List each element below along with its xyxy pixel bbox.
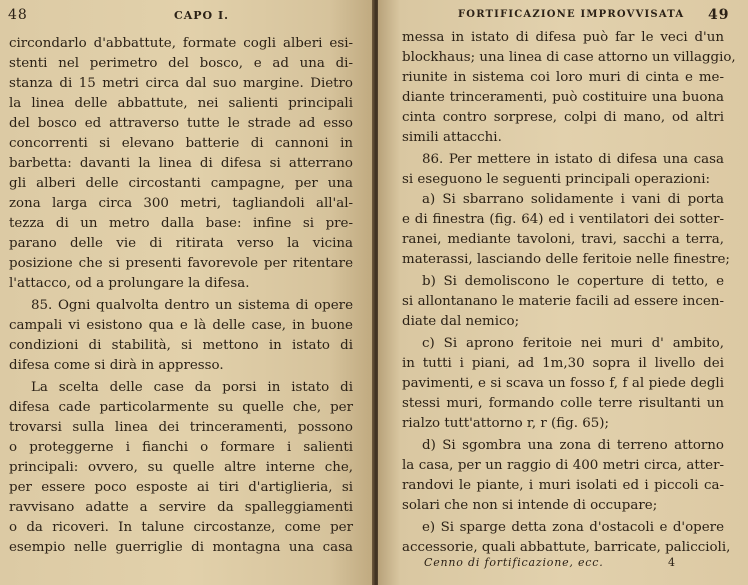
- text-line: zona larga circa 300 metri, tagliandoli all'al-: [9, 196, 353, 211]
- text-line: trovarsi sulla linea dei trinceramenti, possono: [9, 420, 353, 435]
- text-line: principali: ovvero, su quelle altre interne che,: [9, 460, 353, 475]
- page-number: 49: [708, 7, 730, 23]
- signature-mark: 4: [668, 556, 676, 569]
- text-line: cinta contro sorprese, colpi di mano, od altri: [402, 110, 724, 125]
- text-line: barbetta: davanti la linea di difesa si atterrano: [9, 156, 353, 171]
- page-footer: Cenno di fortificazione, ecc.: [424, 556, 604, 569]
- page-number: 48: [8, 7, 28, 23]
- text-line: messa in istato di difesa può far le veci d'un: [402, 30, 724, 45]
- list-item-c: c) Si aprono feritoie nei muri d' ambito,: [422, 336, 724, 351]
- right-page: [378, 0, 748, 585]
- text-line: ravvisano adatte a servire da spalleggiamenti: [9, 500, 353, 515]
- text-line: accessorie, quali abbattute, barricate, paliccioli,: [402, 540, 731, 555]
- text-line: diante trinceramenti, può costituire una buona: [402, 90, 724, 105]
- list-item-b: b) Si demoliscono le coperture di tetto, e: [422, 274, 724, 289]
- running-head: CAPO I.: [174, 9, 229, 22]
- paragraph-85-start: 85. Ogni qualvolta dentro un sistema di opere: [31, 298, 353, 313]
- text-line: la linea delle abbattute, nei salienti principali: [9, 96, 353, 111]
- text-line: in tutti i piani, ad 1m,30 sopra il livello dei: [402, 356, 724, 371]
- list-item-d: d) Si sgombra una zona di terreno attorno: [422, 438, 724, 453]
- text-line: ranei, mediante tavoloni, travi, sacchi a terra,: [402, 232, 724, 247]
- text-line: parano delle vie di ritirata verso la vicina: [9, 236, 353, 251]
- text-line: stanza di 15 metri circa dal suo margine. Dietro: [9, 76, 353, 91]
- text-line: materassi, lasciando delle feritoie nelle finestre;: [402, 252, 730, 267]
- text-line: pavimenti, e si scava un fosso f, f al piede degli: [402, 376, 724, 391]
- text-line: del bosco ed attraverso tutte le strade ad esso: [9, 116, 353, 131]
- text-line: stessi muri, formando colle terre risultanti un: [402, 396, 724, 411]
- text-line: o da ricoveri. In talune circostanze, come per: [9, 520, 353, 535]
- list-item-a: a) Si sbarrano solidamente i vani di porta: [422, 192, 724, 207]
- text-line: concorrenti si elevano batterie di cannoni in: [9, 136, 353, 151]
- text-line: esempio nelle guerriglie di montagna una casa: [9, 540, 353, 555]
- text-line: per essere poco esposte ai tiri d'artiglieria, si: [9, 480, 353, 495]
- text-line: solari che non si intende di occupare;: [402, 498, 658, 513]
- text-line: difesa cade particolarmente su quelle che, per: [9, 400, 353, 415]
- text-line: l'attacco, od a prolungare la difesa.: [9, 276, 250, 291]
- text-line: campali vi esistono qua e là delle case, in buone: [9, 318, 353, 333]
- running-head: FORTIFICAZIONE IMPROVVISATA: [458, 9, 685, 20]
- text-line: posizione che si presenti favorevole per ritentare: [9, 256, 353, 271]
- text-line: gli alberi delle circostanti campagne, per una: [9, 176, 353, 191]
- text-line: La scelta delle case da porsi in istato di: [31, 380, 353, 395]
- text-line: tezza di un metro dalla base: infine si pre-: [9, 216, 353, 231]
- text-line: e di finestra (fig. 64) ed i ventilatori dei sotter-: [402, 212, 724, 227]
- text-line: randovi le piante, i muri isolati ed i piccoli ca-: [402, 478, 724, 493]
- text-line: circondarlo d'abbattute, formate cogli alberi esi-: [9, 36, 353, 51]
- text-line: la casa, per un raggio di 400 metri circa, atter-: [402, 458, 724, 473]
- text-line: blockhaus; una linea di case attorno un villaggio,: [402, 50, 736, 65]
- paragraph-86-start: 86. Per mettere in istato di difesa una casa: [422, 152, 724, 167]
- text-line: si eseguono le seguenti principali operazioni:: [402, 172, 711, 187]
- text-line: stenti nel perimetro del bosco, e ad una di-: [9, 56, 353, 71]
- text-line: rialzo tutt'attorno r, r (fig. 65);: [402, 416, 610, 431]
- text-line: simili attacchi.: [402, 130, 502, 145]
- list-item-e: e) Si sparge detta zona d'ostacoli e d'opere: [422, 520, 724, 535]
- text-line: difesa come si dirà in appresso.: [9, 358, 224, 373]
- text-line: o proteggerne i fianchi o formare i salienti: [9, 440, 353, 455]
- text-line: condizioni di stabilità, si mettono in istato di: [9, 338, 353, 353]
- text-line: si allontanano le materie facili ad essere incen-: [402, 294, 724, 309]
- text-line: diate dal nemico;: [402, 314, 520, 329]
- text-line: riunite in sistema coi loro muri di cinta e me-: [402, 70, 724, 85]
